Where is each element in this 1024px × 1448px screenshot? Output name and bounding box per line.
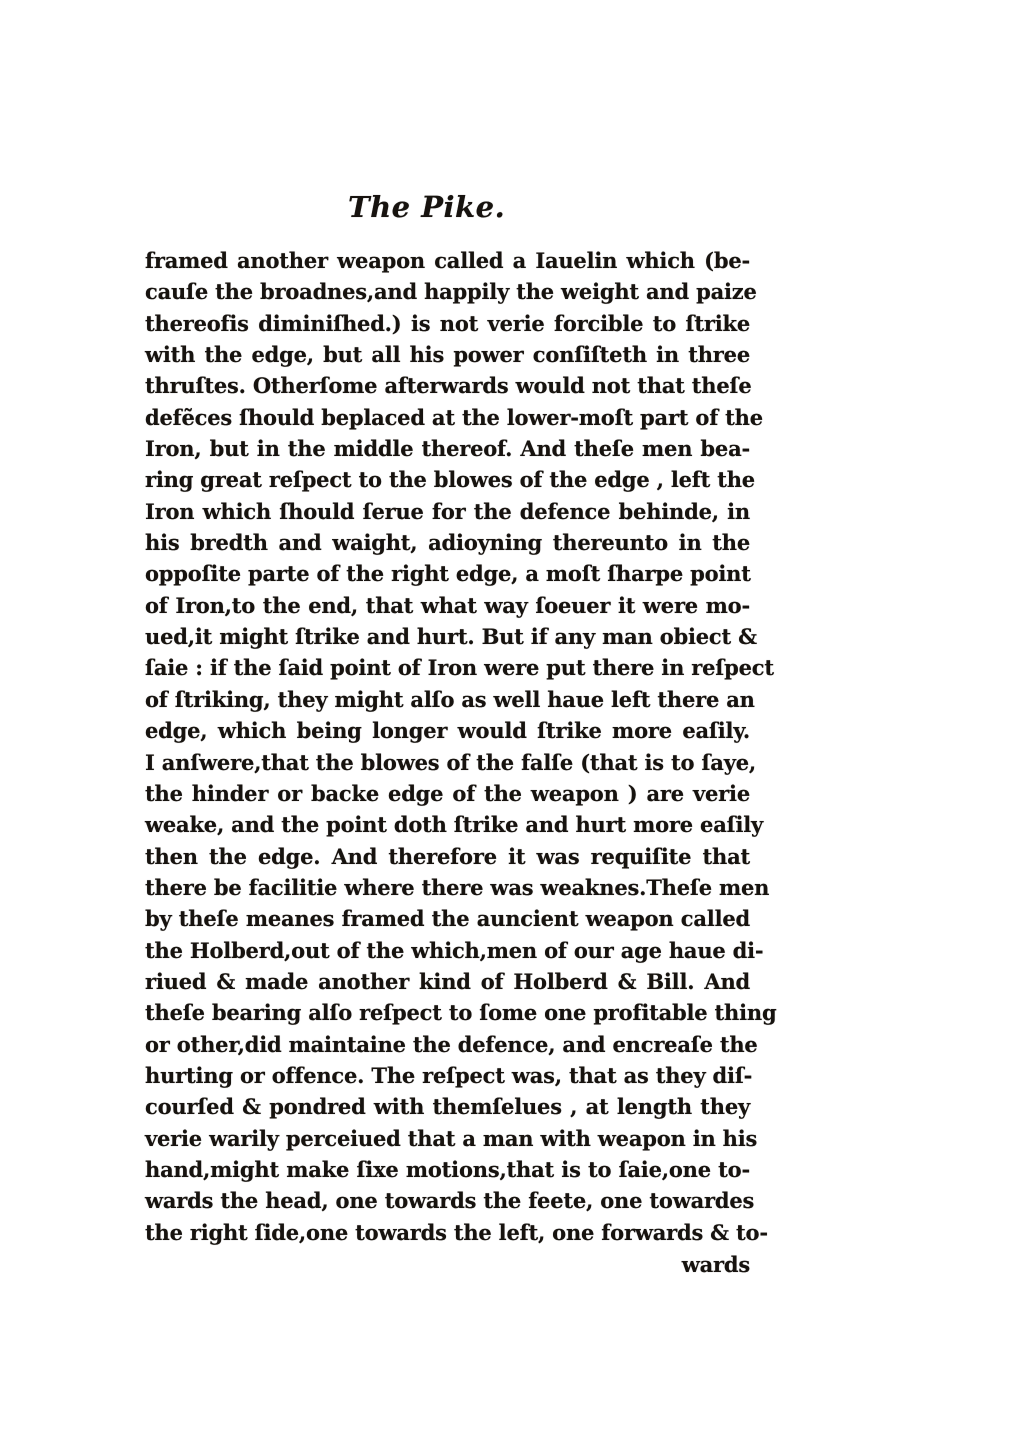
text-line: framed another weapon called a Iauelin which (be-	[145, 248, 750, 273]
text-line: with the edge, but all his power conſiſteth in three	[145, 342, 750, 368]
text-line: ued,it might ſtrike and hurt. But if any man obiect &	[145, 624, 757, 650]
text-line: Iron, but in the middle thereof. And theſe men bea-	[145, 436, 750, 462]
text-line: edge, which being longer would ſtrike more eaſily.	[145, 718, 750, 744]
text-line: hand,might make ſixe motions,that is to ſaie,one to-	[145, 1156, 750, 1182]
text-line: theſe bearing alſo reſpect to ſome one profitable thing	[145, 1000, 777, 1026]
page-heading: The Pike.	[348, 190, 506, 224]
text-line: of ſtriking, they might alſo as well haue left there an	[145, 686, 755, 712]
text-line: thruſtes. Otherſome afterwards would not that theſe	[145, 373, 752, 399]
text-line: then the edge. And therefore it was requiſite that	[145, 843, 750, 869]
text-line: riued & made another kind of Holberd & Bill. And	[145, 968, 750, 994]
text-line: wards the head, one towards the feete, one towardes	[145, 1188, 755, 1214]
text-line: or other,did maintaine the defence, and encreaſe the	[145, 1031, 758, 1057]
text-line: the right ſide,one towards the left, one forwards & to-	[145, 1219, 768, 1245]
text-line: defẽces ſhould beplaced at the lower-moſt part of the	[145, 404, 763, 430]
text-line: oppoſite parte of the right edge, a moſt ſharpe point	[145, 561, 751, 587]
text-line: Iron which ſhould ſerue for the defence behinde, in	[145, 498, 750, 524]
text-line: by theſe meanes framed the auncient weapon called	[145, 906, 750, 932]
text-line: there be facilitie where there was weaknes.Theſe men	[145, 874, 770, 900]
text-line: his bredth and waight, adioyning thereunto in the	[145, 530, 750, 556]
text-line: I anſwere,that the blowes of the falſe (that is to ſaye,	[145, 749, 756, 775]
text-line: thereofis diminiſhed.) is not verie forcible to ſtrike	[145, 310, 750, 336]
text-line: ring great reſpect to the blowes of the edge , left the	[145, 467, 755, 493]
body-text	[145, 245, 777, 1248]
text-line: courſed & pondred with themſelues , at length they	[145, 1094, 750, 1120]
text-line: the Holberd,out of the which,men of our age haue di-	[145, 937, 764, 963]
text-line: the hinder or backe edge of the weapon ) are verie	[145, 780, 750, 806]
catchword: wards	[681, 1252, 750, 1277]
text-line: ſaie : if the ſaid point of Iron were put there in reſpect	[145, 655, 774, 681]
text-line: verie warily perceiued that a man with weapon in his	[145, 1125, 758, 1151]
text-line: hurting or offence. The reſpect was, that as they diſ-	[145, 1062, 753, 1088]
text-line: cauſe the broadnes,and happily the weight and paize	[145, 279, 757, 305]
text-line: weake, and the point doth ſtrike and hurt more eaſily	[145, 812, 764, 838]
text-line: of Iron,to the end, that what way ſoeuer it were mo-	[145, 592, 750, 618]
